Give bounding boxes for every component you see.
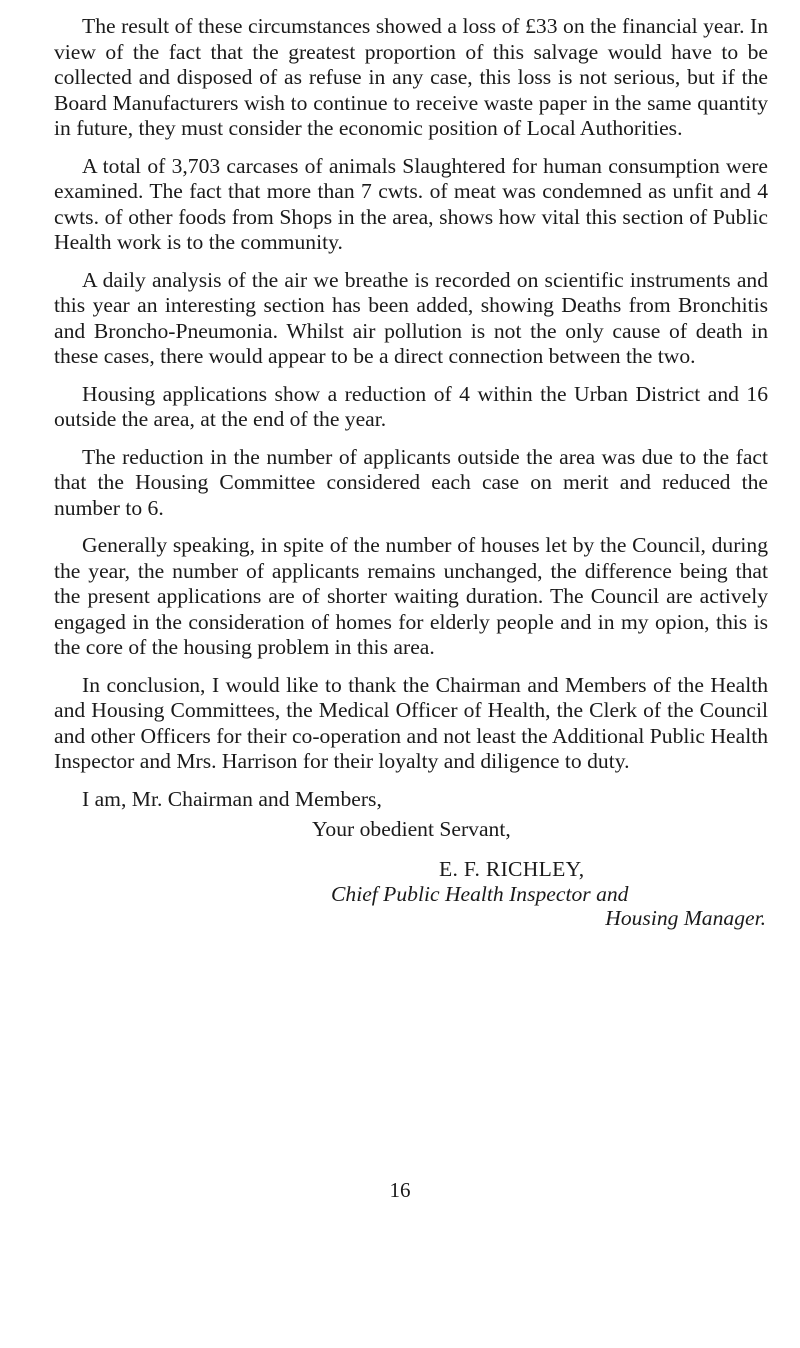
signatory-name: E. F. RICHLEY, [439,856,585,881]
paragraph-salvage-loss: The result of these circumstances showed a loss of £33 on the financial year. In view of the fact that the greatest proportion of this salvage would have to be collected and disposed of as refuse in any case, this loss is not serious, but if the Board Manufacturers wish to continue to receive waste paper in the same quantity in future, they must consider the economic position of Local Authorities. [54,14,768,140]
paragraph-carcases: A total of 3,703 carcases of animals Slaughtered for human consumption were examined. The fact that more than 7 cwts. of meat was condemned as unfit and 4 cwts. of other foods from Shops in the area, shows how vital this section of Public Health work is to the community. [54,153,768,254]
paragraph-conclusion: In conclusion, I would like to thank the Chairman and Members of the Health and Housing Committees, the Medical Officer of Health, the Clerk of the Council and other Officers for their co-operation and not least the Additional Public Health Inspector and Mrs. Harrison for their loyalty and diligence to duty. [54,672,768,773]
page-number: 16 [389,1178,411,1202]
paragraph-applicant-reduction: The reduction in the number of applicants outside the area was due to the fact that the Housing Committee considered each case on merit and reduced the number to 6. [54,444,768,520]
paragraph-air-analysis: A daily analysis of the air we breathe is recorded on scientific instruments and this year an interesting section has been added, showing Deaths from Bronchitis and Broncho-Pneumonia. Whilst air pollution is not the only cause of death in these cases, there would appear to be a direct connection between the two. [54,267,768,368]
signatory-title-line1: Chief Public Health Inspector and [331,882,629,906]
letter-body [54,14,768,930]
closing: Your obedient Servant, [312,817,511,841]
signatory-title-line2: Housing Manager. [605,906,766,930]
paragraph-general-housing: Generally speaking, in spite of the number of houses let by the Council, during the year, the number of applicants remains unchanged, the difference being that the present applications are of shorter waiting duration. The Council are actively engaged in the consideration of homes for elderly people and in my opion, this is the core of the housing problem in this area. [54,533,768,659]
salutation: I am, Mr. Chairman and Members, [82,786,382,811]
paragraph-housing-applications: Housing applications show a reduction of 4 within the Urban District and 16 outside the area, at the end of the year. [54,381,768,431]
